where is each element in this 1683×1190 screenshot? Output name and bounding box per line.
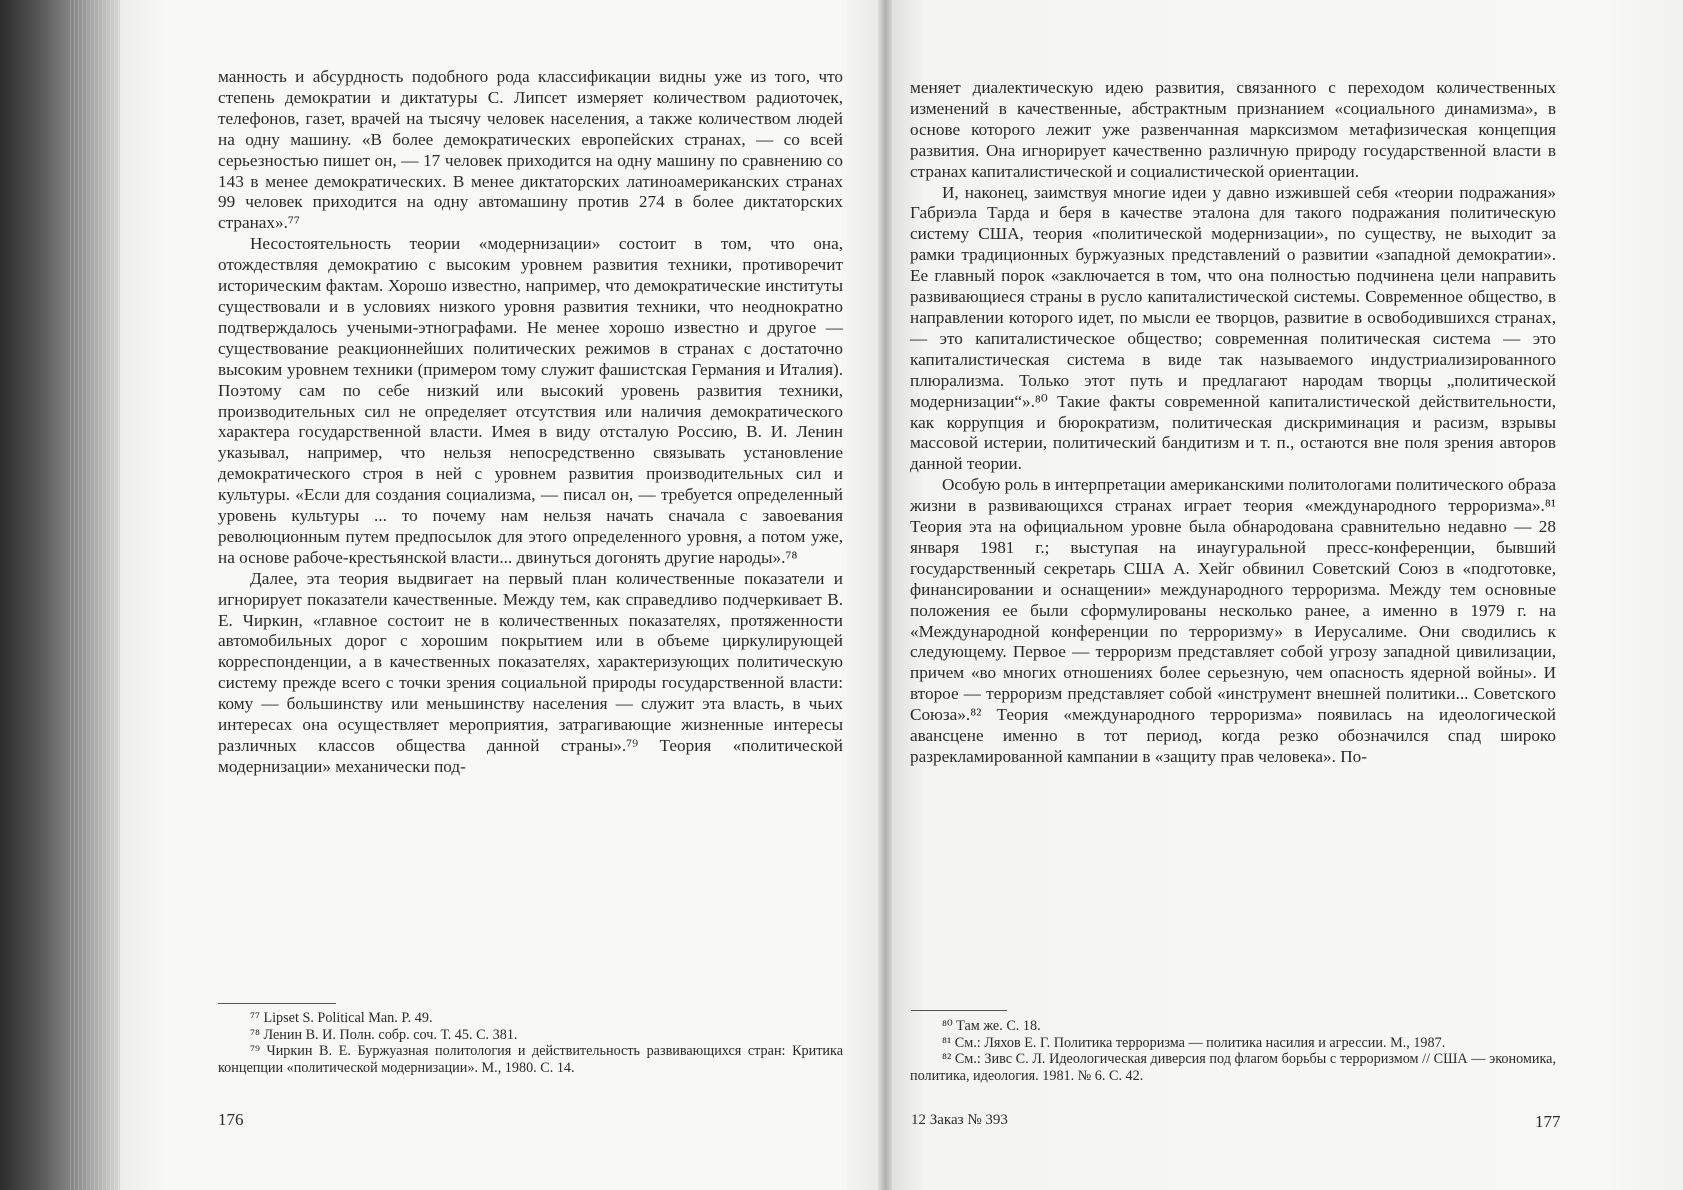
printer-signature: 12 Заказ № 393 [911, 1112, 1008, 1128]
footnote: ⁷⁸ Ленин В. И. Полн. собр. соч. Т. 45. С. 381. [250, 1026, 518, 1043]
left-page-body [218, 67, 843, 778]
right-footnotes [910, 1018, 1556, 1084]
page-number: 176 [218, 1110, 244, 1129]
footnote: ⁷⁷ Lipset S. Political Man. P. 49. [250, 1010, 433, 1026]
footnote-rule [218, 1003, 336, 1004]
footnote: ⁸² См.: Зивс С. Л. Идеологическая диверсия под флагом борьбы с терроризмом // США — экономика, политика, идеология. 1981. № 6. С. 42. [910, 1051, 1556, 1084]
left-page [120, 0, 885, 1190]
footnote: ⁸¹ См.: Ляхов Е. Г. Политика терроризма — политика насилия и агрессии. М., 1987. [942, 1034, 1446, 1051]
paragraph: И, наконец, заимствуя многие идеи у давно изжившей себя «теории подражания» Габриэла Тарда и беря в качестве эталона для такого подражания политическую систему США, теория «политической модернизации», по существу, не выходит за рамки традиционных буржуазных представлений о развитии «западной демократии». Ее главный порок «заключается в том, что она полностью подчинена цели направить развивающиеся страны в русло капиталистической системы. Современное общество, в направлении которого идет, по мысли ее творцов, развитие в освободившихся странах, — это капиталистическое общество; современная политическая система — это капиталистическая система в виде так называемого индустриализированного плюрализма. Только этот путь и предлагают народам творцы „политической модернизации“».⁸⁰ Такие факты современной капиталистической действительности, как коррупция и бюрократизм, политическая дискриминация и расизм, взрывы массовой истерии, политический бандитизм и т. п., остаются вне поля зрения авторов данной теории. [910, 182, 1556, 474]
right-page-body [910, 78, 1556, 768]
paragraph: Несостоятельность теории «модернизации» состоит в том, что она, отождествляя демократию с высоким уровнем развития техники, противоречит историческим фактам. Хорошо известно, например, что демократические институты существовали и в условиях низкого уровня развития техники, что неоднократно подтверждалось учеными-этнографами. Не менее хорошо известно и другое — существование реакционнейших политических режимов в странах с достаточно высоким уровнем техники (примером тому служит фашистская Германия и Италия). Поэтому сам по себе низкий или высокий уровень развития техники, производительных сил не определяет отсутствия или наличия демократического характера государственной власти. Имея в виду отсталую Россию, В. И. Ленин указывал, например, что нельзя непосредственно связывать установление демократического строя в ней с уровнем развития производительных сил и культуры. «Если для создания социализма, — писал он, — требуется определенный уровень культуры ... то почему нам нельзя начать сначала с завоевания революционным путем предпосылок для этого определенного уровня, а потом уже, на основе рабоче-крестьянской власти... двинуться догонять другие народы».⁷⁸ [218, 234, 843, 567]
paragraph: манность и абсурдность подобного рода классификации видны уже из того, что степень демократии и диктатуры С. Липсет измеряет количеством радиоточек, телефонов, газет, врачей на тысячу человек населения, а также количеством людей на одну машину. «В более демократических европейских странах, — со всей серьезностью пишет он, — 17 человек приходится на одну машину по сравнению со 143 в менее демократических. В менее диктаторских латиноамериканских странах 99 человек приходится на одну автомашину против 274 в более диктаторских странах».⁷⁷ [218, 67, 843, 233]
footnote-rule [911, 1010, 1007, 1011]
book-gutter [878, 0, 892, 1190]
paragraph: Далее, эта теория выдвигает на первый план количественные показатели и игнорирует показатели качественные. Между тем, как справедливо подчеркивает В. Е. Чиркин, «главное состоит не в количественных показателях, протяженности автомобильных дорог с хорошим покрытием или в объеме циркулирующей корреспонденции, а в качественных показателях, характеризующих политическую систему прежде всего с точки зрения социальной природы государственной власти: кому — большинству или меньшинству населения — служит эта власть, в чьих интересах она осуществляет мероприятия, затрагивающие жизненные интересы различных классов общества данной страны».⁷⁹ Теория «политической модернизации» механически под- [218, 568, 843, 776]
paragraph: Особую роль в интерпретации американскими политологами политического образа жизни в развивающихся странах играет теория «международного терроризма».⁸¹ Теория эта на официальном уровне была обнародована сравнительно недавно — 28 января 1981 г.; выступая на инаугуральной пресс-конференции, бывший государственный секретарь США А. Хейг обвинил Советский Союз в «подготовке, финансировании и оснащении» международного терроризма. Между тем основные положения ее были сформулированы несколько ранее, а именно в 1979 г. на «Международной конференции по терроризму» в Иерусалиме. Они сводились к следующему. Первое — терроризм представляет собой угрозу западной цивилизации, причем «во многих отношениях более серьезную, чем опасность ядерной войны». И второе — терроризм представляет собой «инструмент внешней политики... Советского Союза».⁸² Теория «международного терроризма» появилась на идеологической авансцене именно в тот период, когда резко обозначился спад широко разрекламированной кампании в «защиту прав человека». По- [910, 475, 1556, 766]
footnote: ⁸⁰ Там же. С. 18. [942, 1018, 1041, 1034]
left-footnotes [218, 1010, 843, 1076]
page-number: 177 [1535, 1112, 1561, 1131]
page-stack-lines [70, 0, 120, 1190]
book-edge [0, 0, 120, 1190]
paragraph: меняет диалектическую идею развития, связанного с переходом количественных изменений в качественные, абстрактным признанием «социального динамизма», в основе которого лежит уже развенчанная марксизмом метафизическая концепция развития. Она игнорирует качественно различную природу государственной власти в странах капиталистической и социалистической ориентации. [910, 78, 1556, 181]
footnote: ⁷⁹ Чиркин В. Е. Буржуазная политология и действительность развивающихся стран: Критика концепции «политической модернизации». М., 1980. С. 14. [218, 1043, 843, 1076]
right-page [885, 0, 1683, 1190]
